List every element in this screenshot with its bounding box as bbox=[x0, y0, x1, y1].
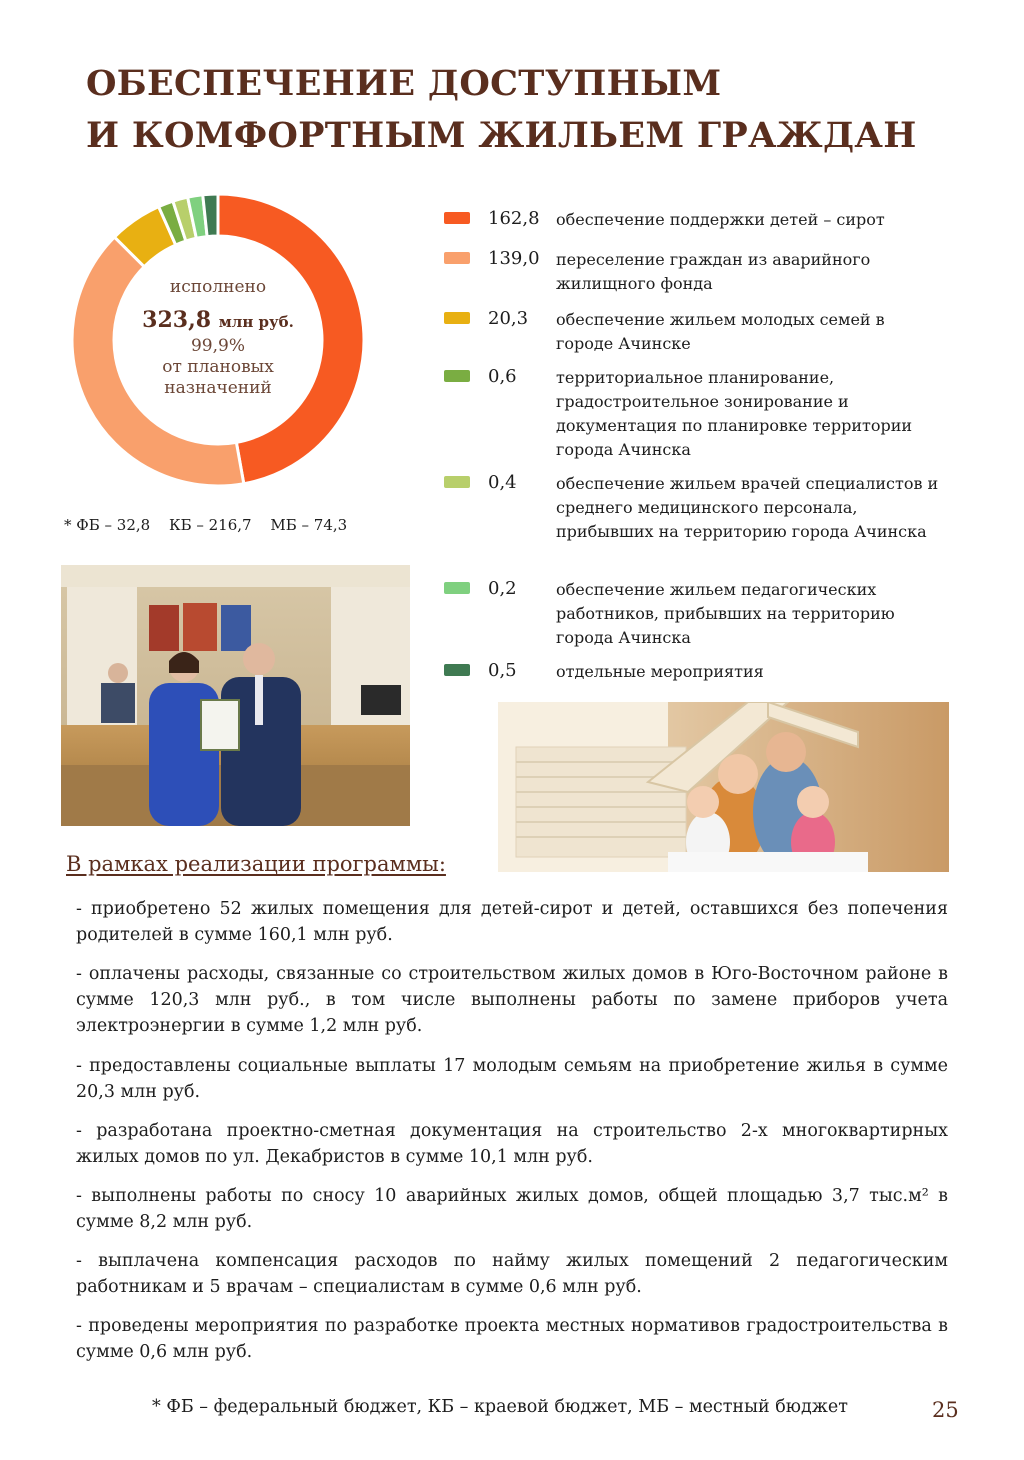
donut-total bbox=[118, 306, 318, 336]
legend-value: 0,5 bbox=[488, 660, 517, 681]
donut-slice bbox=[203, 194, 218, 237]
family-photo-image bbox=[498, 702, 949, 872]
legend-value: 139,0 bbox=[488, 248, 540, 269]
ceremony-photo-image bbox=[61, 565, 410, 826]
legend-swatch bbox=[444, 212, 470, 224]
legend-value: 0,4 bbox=[488, 472, 517, 493]
ceremony-photo bbox=[61, 565, 410, 826]
donut-label: исполнено bbox=[169, 277, 267, 297]
legend-text: обеспечение жильем молодых семей в городе Ачинске bbox=[556, 310, 885, 353]
family-photo bbox=[498, 702, 949, 872]
legend-swatch bbox=[444, 312, 470, 324]
legend-text: обеспечение жильем педагогических работников, прибывших на территорию города Ачинска bbox=[556, 580, 895, 647]
donut-total-unit: млн руб. bbox=[218, 313, 294, 331]
list-item: - проведены мероприятия по разработке проекта местных нормативов градостроительства в сумме 0,6 млн руб. bbox=[76, 1316, 948, 1362]
list-item: - выплачена компенсация расходов по найму жилых помещений 2 педагогическим работникам и 5 врачам – специалистам в сумме 0,6 млн руб. bbox=[76, 1251, 948, 1297]
legend-value: 162,8 bbox=[488, 208, 540, 229]
donut-note-line-2: назначений bbox=[164, 378, 272, 398]
legend-text: отдельные мероприятия bbox=[556, 662, 764, 681]
donut-total-value: 323,8 bbox=[142, 307, 212, 333]
title-line-1: ОБЕСПЕЧЕНИЕ ДОСТУПНЫМ bbox=[86, 63, 722, 104]
legend-swatch bbox=[444, 252, 470, 264]
legend-text: территориальное планирование, градостроительное зонирование и документация по планировке территории города Ачинска bbox=[556, 368, 913, 459]
budget-breakdown bbox=[64, 516, 361, 534]
page-number: 25 bbox=[932, 1398, 959, 1422]
donut-center bbox=[118, 276, 318, 399]
budget-fb: * ФБ – 32,8 bbox=[64, 516, 151, 534]
list-item: - предоставлены социальные выплаты 17 молодым семьям на приобретение жилья в сумме 20,3 млн руб. bbox=[76, 1056, 948, 1102]
budget-mb: МБ – 74,3 bbox=[270, 516, 348, 534]
legend-swatch bbox=[444, 370, 470, 382]
legend-text: обеспечение жильем врачей специалистов и среднего медицинского персонала, прибывших на территорию города Ачинска bbox=[556, 474, 939, 541]
legend-text: переселение граждан из аварийного жилищного фонда bbox=[556, 250, 871, 293]
legend-text: обеспечение поддержки детей – сирот bbox=[556, 210, 885, 229]
list-item: - разработана проектно-сметная документация на строительство 2-х многоквартирных жилых домов по ул. Декабристов в сумме 10,1 млн руб. bbox=[76, 1121, 948, 1167]
donut-chart bbox=[72, 194, 364, 486]
legend-swatch bbox=[444, 476, 470, 488]
legend-value: 0,6 bbox=[488, 366, 517, 387]
page-title bbox=[86, 58, 966, 162]
list-item: - выполнены работы по сносу 10 аварийных жилых домов, общей площадью 3,7 тыс.м² в сумме 8,2 млн руб. bbox=[76, 1186, 948, 1232]
title-line-2: И КОМФОРТНЫМ ЖИЛЬЕМ ГРАЖДАН bbox=[86, 115, 917, 156]
legend-value: 0,2 bbox=[488, 578, 517, 599]
list-item: - приобретено 52 жилых помещения для детей-сирот и детей, оставшихся без попечения родителей в сумме 160,1 млн руб. bbox=[76, 899, 948, 945]
legend-swatch bbox=[444, 582, 470, 594]
legend-value: 20,3 bbox=[488, 308, 529, 329]
list-item: - оплачены расходы, связанные со строительством жилых домов в Юго-Восточном районе в сумме 120,3 млн руб., в том числе выполнены работы по замене приборов учета электроэнергии в сумме 1,2 млн руб. bbox=[76, 964, 948, 1036]
donut-percent: 99,9% bbox=[190, 336, 245, 356]
donut-note-line-1: от плановых bbox=[162, 357, 274, 377]
section-subheading: В рамках реализации программы: bbox=[66, 852, 446, 876]
footnote: * ФБ – федеральный бюджет, КБ – краевой бюджет, МБ – местный бюджет bbox=[152, 1397, 848, 1417]
legend-swatch bbox=[444, 664, 470, 676]
budget-kb: КБ – 216,7 bbox=[168, 516, 252, 534]
